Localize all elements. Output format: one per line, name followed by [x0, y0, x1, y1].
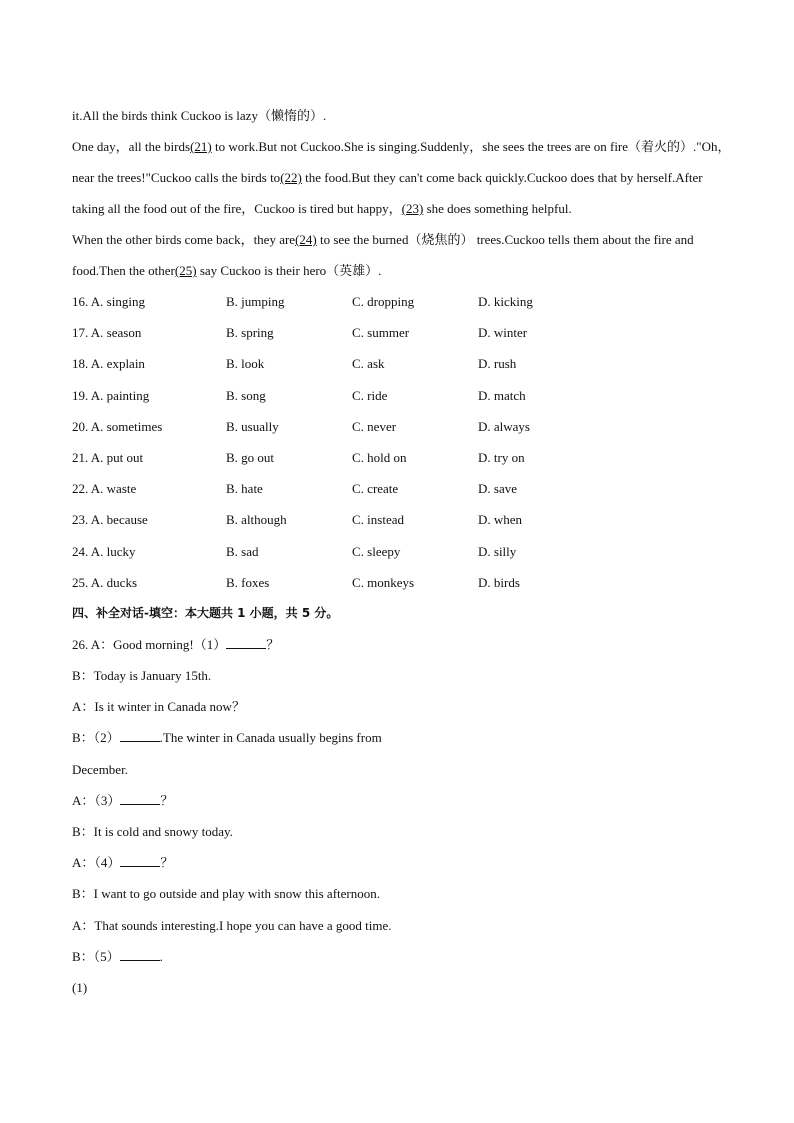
dialog-line [72, 941, 732, 972]
dialog-line: A：That sounds interesting.I hope you can have a good time. [72, 917, 392, 933]
blank-23: (23) [401, 201, 424, 216]
document-page [72, 100, 732, 1003]
passage-text: say Cuckoo is their hero（英雄）. [196, 263, 382, 278]
question-row [72, 473, 732, 504]
passage-paragraph-3 [72, 224, 732, 286]
blank-24: (24) [295, 232, 317, 247]
option-c: C. never [352, 418, 397, 434]
dialog-text: B：（2） [72, 730, 120, 746]
question-row [72, 286, 732, 317]
option-d: D. match [478, 387, 526, 403]
blank-21: (21) [190, 139, 212, 154]
dialog-text: ？ [266, 636, 280, 652]
option-b: B. although [226, 512, 287, 528]
options-list [72, 286, 732, 598]
dialog [72, 629, 732, 1003]
option-d: D. always [478, 418, 530, 434]
option-b: B. song [226, 387, 266, 403]
option-a: 17. A. season [72, 325, 142, 341]
option-a: 20. A. sometimes [72, 418, 163, 434]
option-b: B. usually [226, 418, 279, 434]
option-a: 22. A. waste [72, 481, 137, 497]
question-row [72, 411, 732, 442]
dialog-line: A：Is it winter in Canada now？ [72, 699, 245, 715]
dialog-line: B：Today is January 15th. [72, 668, 212, 684]
passage-text: One day，all the birds [72, 139, 191, 154]
dialog-line: B：I want to go outside and play with snow this afternoon. [72, 886, 380, 902]
passage-text: to see the burned（烧焦的） trees.Cuckoo tells them about the fire and food.Then the other [72, 232, 694, 278]
option-b: B. hate [226, 481, 263, 497]
dialog-text: ？ [160, 792, 174, 808]
option-d: D. when [478, 512, 523, 528]
blank-22: (22) [280, 170, 302, 185]
dialog-line [72, 629, 732, 660]
blank-25: (25) [174, 263, 197, 278]
answer-label: (1) [72, 979, 88, 995]
passage-line-1 [72, 100, 732, 131]
option-a: 21. A. put out [72, 449, 144, 465]
option-c: C. sleepy [352, 543, 401, 559]
option-d: D. kicking [478, 294, 533, 309]
option-c: C. dropping [352, 294, 415, 309]
question-row [72, 380, 732, 411]
question-row [72, 504, 732, 535]
option-b: B. spring [226, 325, 274, 341]
dialog-line: December. [72, 761, 128, 777]
option-d: D. birds [478, 574, 520, 590]
dialog-text: ？ [160, 855, 174, 871]
option-d: D. winter [478, 325, 528, 341]
answer-blank-5[interactable] [120, 946, 160, 961]
question-row [72, 536, 732, 567]
option-c: C. hold on [352, 449, 407, 465]
answer-blank-2[interactable] [120, 727, 160, 742]
passage-text: the food.But they can't come back quickly.Cuckoo does that by herself.After taking all the food out of the fire，Cuckoo is tired but happy， [72, 170, 703, 216]
option-b: B. jumping [226, 294, 285, 309]
option-d: D. try on [478, 449, 525, 465]
option-a: 24. A. lucky [72, 543, 136, 559]
question-row [72, 567, 732, 598]
option-c: C. create [352, 481, 399, 497]
option-b: B. go out [226, 449, 275, 465]
option-b: B. foxes [226, 574, 270, 590]
option-d: D. save [478, 481, 517, 497]
option-c: C. ask [352, 356, 385, 372]
option-a: 18. A. explain [72, 356, 145, 372]
dialog-line [72, 847, 732, 878]
option-a: 23. A. because [72, 512, 148, 528]
dialog-text: A：（4） [72, 855, 121, 871]
option-a: 16. A. singing [72, 294, 145, 309]
dialog-line [72, 722, 732, 753]
passage-text: she does something helpful. [423, 201, 572, 216]
answer-blank-3[interactable] [120, 790, 160, 805]
answer-blank-4[interactable] [120, 852, 160, 867]
answer-blank-1[interactable] [226, 634, 266, 649]
option-c: C. ride [352, 387, 388, 403]
passage-text: it.All the birds think Cuckoo is lazy（懒惰的）. [72, 108, 327, 123]
option-d: D. silly [478, 543, 517, 559]
option-d: D. rush [478, 356, 517, 372]
option-b: B. sad [226, 543, 259, 559]
option-a: 25. A. ducks [72, 574, 137, 590]
passage-paragraph-2 [72, 131, 732, 224]
passage-text: to work.But not Cuckoo.She is singing.Suddenly，she sees the trees are on fire（着火的）."Oh，near the trees!"Cuckoo calls the birds to [72, 139, 731, 185]
question-row [72, 348, 732, 379]
passage-text: When the other birds come back，they are [72, 232, 296, 247]
question-row [72, 317, 732, 348]
option-a: 19. A. painting [72, 387, 150, 403]
option-c: C. summer [352, 325, 410, 341]
option-b: B. look [226, 356, 265, 372]
option-c: C. instead [352, 512, 404, 528]
dialog-text: .The winter in Canada usually begins from [159, 730, 382, 746]
dialog-line: B：It is cold and snowy today. [72, 824, 233, 839]
dialog-line [72, 785, 732, 816]
dialog-text: A：（3） [72, 792, 121, 808]
question-row [72, 442, 732, 473]
dialog-text: 26. A：Good morning!（1） [72, 636, 227, 652]
option-c: C. monkeys [352, 574, 415, 590]
dialog-text: B：（5） [72, 948, 120, 964]
section-title: 四、补全对话-填空：本大题共 1 小题，共 5 分。 [72, 605, 339, 620]
dialog-text: . [159, 948, 163, 964]
